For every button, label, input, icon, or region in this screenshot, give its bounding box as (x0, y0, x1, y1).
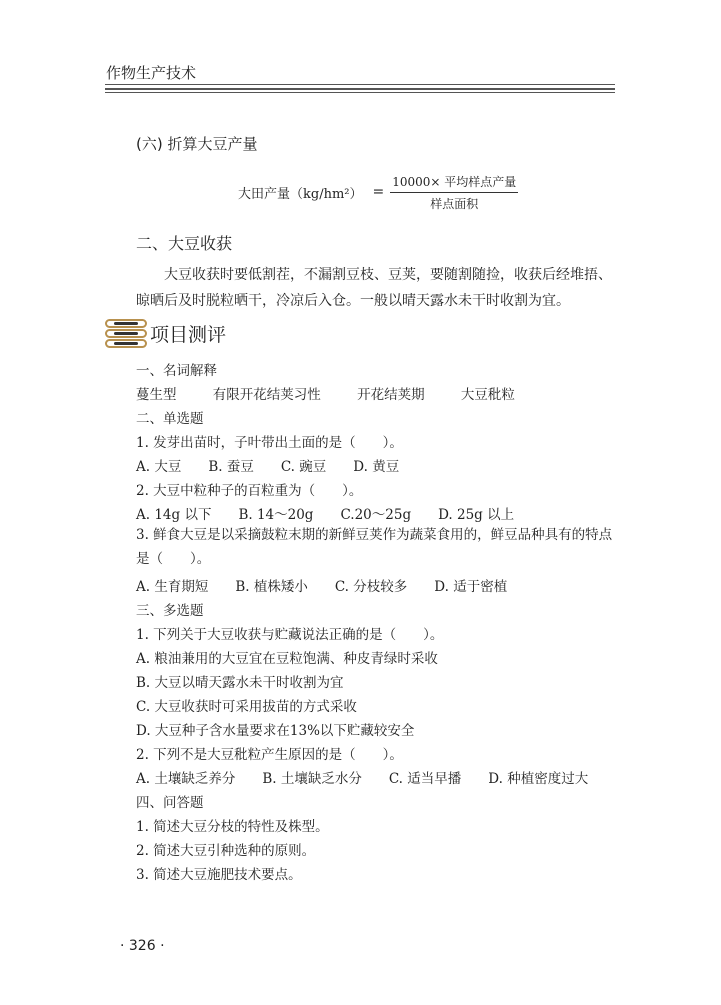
question-option: C. 大豆收获时可采用拔苗的方式采收 (136, 699, 357, 715)
question-options: A. 生育期短 B. 植株矮小 C. 分枝较多 D. 适于密植 (136, 579, 508, 595)
quiz-heading: 一、名词解释 (136, 363, 217, 379)
question-options: A. 14g 以下 B. 14～20g C.20～25g D. 25g 以上 (136, 507, 515, 523)
book-stack-icon (104, 318, 148, 350)
header-rule (105, 92, 615, 93)
question: 2. 大豆中粒种子的百粒重为（ ）。 (136, 483, 363, 499)
quiz-heading: 二、单选题 (136, 411, 204, 427)
formula-fraction (390, 173, 518, 212)
subsection-heading: (六) 折算大豆产量 (136, 135, 258, 153)
question-option: D. 大豆种子含水量要求在13%以下贮藏较安全 (136, 723, 415, 739)
question-option: B. 大豆以晴天露水未干时收割为宜 (136, 675, 344, 691)
term: 开花结荚期 (357, 387, 425, 403)
header-rule (105, 88, 615, 90)
formula-equals: = (372, 184, 385, 200)
header-rule (105, 84, 615, 85)
yield-formula (238, 174, 518, 210)
question: 2. 下列不是大豆秕粒产生原因的是（ ）。 (136, 747, 403, 763)
term: 蔓生型 (136, 387, 177, 403)
terms-row (136, 383, 547, 403)
question-option: A. 粮油兼用的大豆宜在豆粒饱满、种皮青绿时采收 (136, 651, 438, 667)
question: 1. 发芽出苗时，子叶带出土面的是（ ）。 (136, 435, 403, 451)
term: 有限开花结荚习性 (212, 387, 321, 403)
section-heading: 二、大豆收获 (136, 234, 233, 253)
project-title: 项目测评 (150, 324, 227, 346)
question-options: A. 土壤缺乏养分 B. 土壤缺乏水分 C. 适当早播 D. 种植密度过大 (136, 771, 589, 787)
quiz-heading: 四、问答题 (136, 795, 204, 811)
question: 1. 简述大豆分枝的特性及株型。 (136, 819, 329, 835)
term: 大豆秕粒 (460, 387, 515, 403)
page-number: · 326 · (120, 938, 165, 954)
question: 3. 鲜食大豆是以采摘鼓粒末期的新鲜豆荚作为蔬菜食用的，鲜豆品种具有的特点是（ ）。 (136, 527, 613, 567)
formula-numerator: 10000× 平均样点产量 (390, 173, 518, 193)
formula-denominator: 样点面积 (430, 196, 479, 211)
question: 3. 简述大豆施肥技术要点。 (136, 867, 302, 883)
quiz-heading: 三、多选题 (136, 603, 204, 619)
question: 2. 简述大豆引种选种的原则。 (136, 843, 316, 859)
formula-lhs: 大田产量（kg/hm²） (238, 186, 363, 202)
question: 1. 下列关于大豆收获与贮藏说法正确的是（ ）。 (136, 627, 444, 643)
running-header-title: 作物生产技术 (106, 64, 197, 82)
body-paragraph: 大豆收获时要低割茬，不漏割豆枝、豆荚，要随割随捡，收获后经堆捂、晾晒后及时脱粒晒干，冷凉后入仓。一般以晴天露水未干时收割为宜。 (136, 267, 612, 309)
question-options: A. 大豆 B. 蚕豆 C. 豌豆 D. 黄豆 (136, 459, 400, 475)
